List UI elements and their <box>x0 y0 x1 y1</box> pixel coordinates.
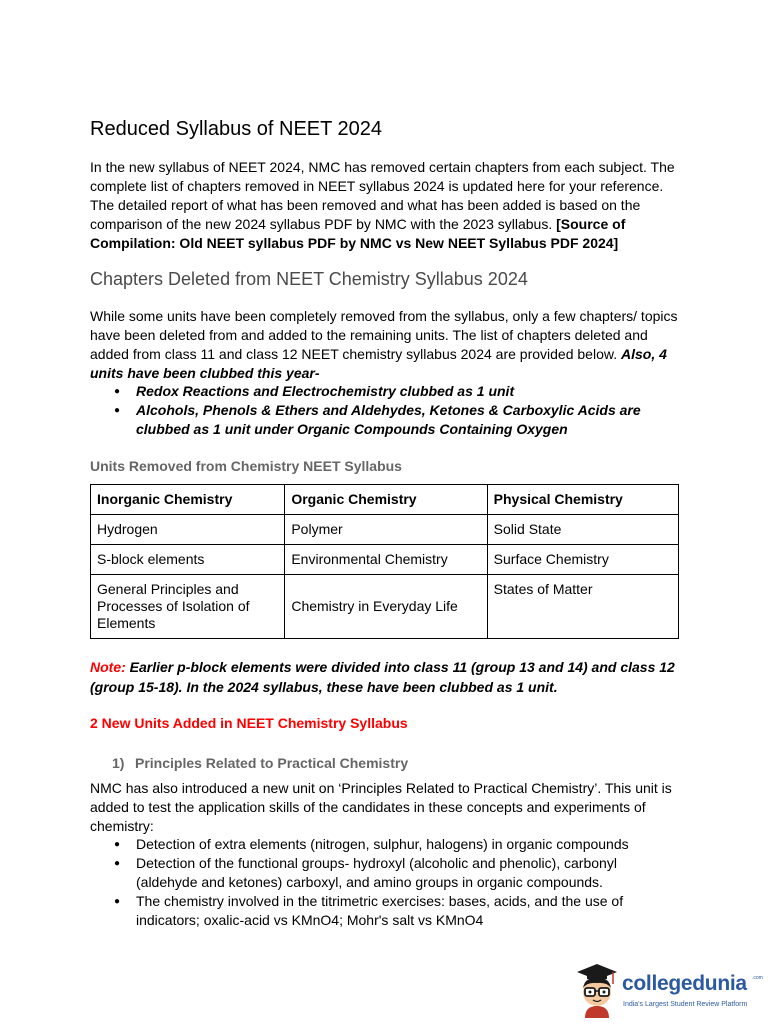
table-cell: Hydrogen <box>91 515 285 545</box>
table-cell: Environmental Chemistry <box>285 545 487 575</box>
table-cell: Polymer <box>285 515 487 545</box>
chem-section-heading: Chapters Deleted from NEET Chemistry Syllabus 2024 <box>90 269 528 289</box>
table-cell: Solid State <box>487 515 678 545</box>
list-item: ● Detection of extra elements (nitrogen, sulphur, halogens) in organic compounds <box>90 835 680 854</box>
intro-text: In the new syllabus of NEET 2024, NMC has removed certain chapters from each subject. The complete list of chapters removed in NEET syllabus 2024 is updated here for your reference. The detailed report of what has been removed and what has been added is based on the comparison of the new 2024 syllabus PDF by NMC with the 2023 syllabus. <box>90 159 675 232</box>
table-header-cell: Organic Chemistry <box>285 485 487 515</box>
practical-list <box>90 835 680 930</box>
table-row <box>91 545 679 575</box>
list-item: ● Alcohols, Phenols & Ethers and Aldehydes, Ketones & Carboxylic Acids are clubbed as 1 unit under Organic Compounds Containing Oxygen <box>90 401 680 439</box>
list-item: ● Redox Reactions and Electrochemistry clubbed as 1 unit <box>90 382 680 401</box>
list-item: ● Detection of the functional groups- hydroxyl (alcoholic and phenolic), carbonyl (aldehyde and ketones) carboxyl, and amino groups in organic compounds. <box>90 854 680 892</box>
table-row <box>91 575 679 639</box>
table-header-cell: Inorganic Chemistry <box>91 485 285 515</box>
sub-heading-text: Principles Related to Practical Chemistry <box>135 755 409 771</box>
clubbed-lead: Also, 4 units have been clubbed this year- <box>90 346 667 381</box>
clubbed-list <box>90 382 680 439</box>
units-removed-table <box>90 484 679 639</box>
chem-paragraph <box>90 307 680 383</box>
practical-chemistry-heading <box>112 753 408 773</box>
logo-wordmark: collegedunia <box>622 972 747 995</box>
table-row <box>91 515 679 545</box>
table-cell: General Principles and Processes of Isolation of Elements <box>91 575 285 639</box>
units-removed-heading: Units Removed from Chemistry NEET Syllabus <box>90 458 402 474</box>
table-cell: Chemistry in Everyday Life <box>285 575 487 639</box>
table-header-cell: Physical Chemistry <box>487 485 678 515</box>
collegedunia-logo <box>573 960 763 1020</box>
intro-source: [Source of Compilation: Old NEET syllabus PDF by NMC vs New NEET Syllabus PDF 2024] <box>90 216 626 251</box>
sub-heading-number: 1) <box>112 755 125 771</box>
note-text: Earlier p-block elements were divided into class 11 (group 13 and 14) and class 12 (group 15-18). In the 2024 syllabus, these have been clubbed as 1 unit. <box>90 659 675 695</box>
mascot-icon <box>573 960 623 1020</box>
list-item: ● The chemistry involved in the titrimetric exercises: bases, acids, and the use of indicators; oxalic-acid vs KMnO4; Mohr's salt vs KMnO4 <box>90 892 680 930</box>
note-label: Note: <box>90 659 126 675</box>
table-header-row <box>91 485 679 515</box>
page-title: Reduced Syllabus of NEET 2024 <box>90 118 383 140</box>
note-paragraph <box>90 657 680 697</box>
table-cell: States of Matter <box>487 575 678 639</box>
logo-tagline: India's Largest Student Review Platform <box>623 1001 748 1008</box>
table-cell: Surface Chemistry <box>487 545 678 575</box>
logo-domain: .com <box>752 975 763 981</box>
chem-paragraph-text: While some units have been completely removed from the syllabus, only a few chapters/ topics have been deleted from and added to the remaining units. The list of chapters deleted and added from class 11 and class 12 NEET chemistry syllabus 2024 are provided below. <box>90 308 678 362</box>
table-cell: S-block elements <box>91 545 285 575</box>
intro-paragraph <box>90 158 680 253</box>
practical-paragraph: NMC has also introduced a new unit on ‘Principles Related to Practical Chemistry’. This unit is added to test the application skills of the candidates in these concepts and experiments of chemistry: <box>90 780 672 834</box>
new-units-heading: 2 New Units Added in NEET Chemistry Syllabus <box>90 715 408 731</box>
